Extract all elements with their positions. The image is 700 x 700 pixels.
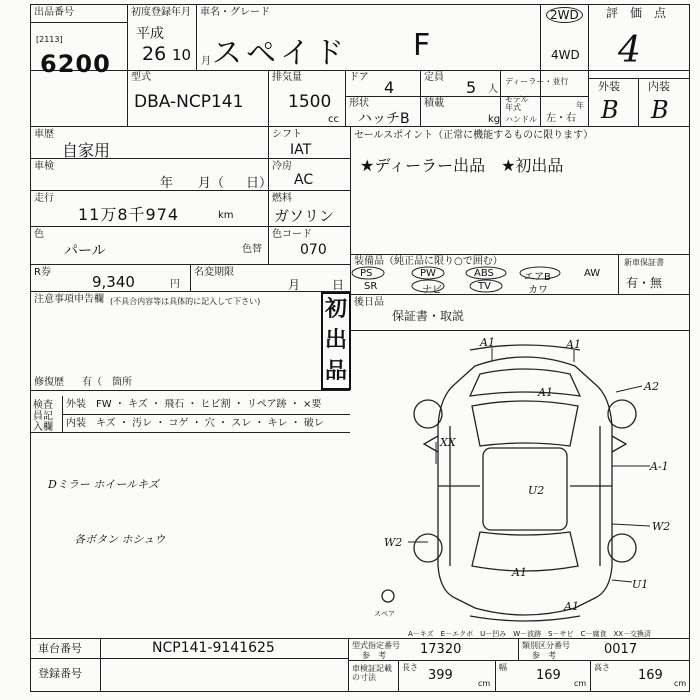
sales-point-label: セールスポイント（正常に機能するものに限ります） (354, 130, 594, 141)
mileage: 11万8千974 (78, 205, 180, 224)
usage-label: 車歴 (34, 129, 54, 140)
load-label: 積載 (424, 98, 444, 109)
exterior-label: 外装 (598, 80, 620, 93)
width-label: 幅 (499, 663, 507, 672)
diagram-mark: W2 (652, 520, 671, 533)
meikan-month: 月 (288, 278, 301, 292)
recycle-fee: 9,340 (92, 273, 135, 291)
repair-label: 修復歴 (34, 377, 64, 388)
height-unit: cm (674, 679, 687, 688)
type-designation: 17320 (420, 642, 462, 657)
height-label: 高さ (594, 663, 610, 672)
car-name: スペイド (212, 36, 348, 71)
equipment-item: SR (364, 281, 378, 292)
body-label: 形状 (349, 98, 369, 109)
color-label: 色 (34, 229, 44, 240)
doors-label: ドア (349, 72, 369, 83)
model-label: 型式 (131, 72, 151, 83)
reg-year: 26 (142, 43, 167, 65)
displacement-label: 排気量 (272, 72, 302, 83)
displacement: 1500 (288, 92, 332, 112)
inspection-label: 車検 (34, 161, 54, 172)
diagram-mark: XX (440, 436, 456, 449)
dealer-label: ディーラー・並行 (505, 77, 569, 86)
new-car-warranty-label: 新車保証書 (624, 258, 664, 267)
diagram-mark: A1 (538, 386, 553, 399)
exterior-grade: B (601, 96, 619, 124)
notes-sublabel: (不具合内容等は具体的に記入して下さい) (110, 297, 261, 306)
repair-value: 有（ 箇所 (82, 377, 132, 388)
equipment-item: エアB (524, 272, 551, 283)
lot-number: 6200 (40, 50, 111, 78)
diagram-mark: U1 (632, 578, 649, 591)
doors: 4 (384, 78, 395, 97)
load-unit: kg (488, 114, 501, 125)
color-code: 070 (300, 242, 327, 258)
car-name-label: 車名・グレード (200, 7, 270, 18)
mileage-label: 走行 (34, 193, 54, 204)
lot-label: 出品番号 (34, 7, 74, 18)
diagram-mark: A-1 (650, 460, 669, 473)
after-items-text: 保証書・取説 (392, 309, 465, 323)
category-ref: 参 考 (532, 651, 556, 660)
equipment-circles (350, 262, 580, 296)
spare-label: スペア (374, 610, 395, 618)
equipment-item: ABS (474, 268, 494, 279)
new-car-warranty-value: 有・無 (626, 276, 663, 290)
meikan-day: 日 (332, 278, 345, 292)
width-unit: cm (574, 679, 587, 688)
shift: IAT (290, 142, 312, 158)
diagram-mark: W2 (384, 536, 403, 549)
after-items-label: 後日品 (354, 297, 384, 308)
aircon-label: 冷房 (272, 161, 292, 172)
usage: 自家用 (62, 141, 111, 160)
length: 399 (428, 668, 453, 683)
capacity: 5 (466, 78, 477, 97)
damage-diagram (374, 336, 690, 626)
drive-4wd: 4WD (551, 48, 580, 62)
diagram-mark: A1 (566, 338, 581, 351)
diagram-mark: A1 (512, 566, 527, 579)
meikan-label: 名変期限 (194, 267, 234, 278)
handle-value: 左・右 (546, 113, 576, 124)
equipment-item: カワ (528, 285, 548, 296)
equipment-item: TV (478, 281, 491, 292)
inspector-exterior-word: 外装 (66, 399, 86, 410)
inspector-label: 検査員記入欄 (33, 400, 53, 433)
damage-legend: A－キズ E－エクボ U－凹み W－波跡 S－サビ C－腐食 XX－交換済 (408, 630, 652, 638)
color: パール (64, 243, 106, 259)
inspector-exterior-items: FW ・ キズ ・ 飛石 ・ ヒビ割 ・ リペア跡 ・ ×要 (96, 399, 322, 410)
inspection-day: 日） (246, 176, 273, 191)
recycle-label: R券 (34, 267, 51, 278)
handwritten-note-2: 各ボタン ホシュウ (74, 533, 166, 546)
era: 平成 (136, 26, 164, 42)
lot-sub: [2113] (36, 35, 63, 44)
type-designation-label: 型式指定番号 (352, 641, 400, 650)
inspection-month: 月（ (198, 176, 225, 191)
interior-grade: B (651, 96, 669, 124)
chassis-label: 車台番号 (38, 642, 82, 655)
reg-number-label: 登録番号 (38, 667, 82, 680)
height: 169 (638, 668, 663, 683)
width: 169 (536, 668, 561, 683)
body: ハッチB (358, 111, 410, 127)
sales-point-text: ★ディーラー出品 ★初出品 (360, 156, 564, 175)
grade: F (413, 28, 431, 63)
inspection-year: 年 (160, 176, 174, 191)
equipment-item: AW (584, 268, 601, 279)
type-designation-ref: 参 考 (362, 651, 386, 660)
first-listing-stamp: 初出品 (321, 292, 351, 390)
interior-label: 内装 (648, 80, 670, 93)
mileage-unit: km (218, 210, 234, 221)
shift-label: シフト (272, 129, 302, 140)
diagram-mark: A2 (644, 380, 659, 393)
inspector-interior-word: 内装 (66, 418, 86, 429)
equipment-item: PW (420, 268, 436, 279)
aircon: AC (294, 172, 314, 188)
dims-label: 車検証記載の寸法 (352, 664, 392, 682)
model-year-unit: 年 (576, 101, 584, 110)
chassis-number: NCP141-9141625 (152, 640, 275, 656)
diagram-mark: U2 (528, 484, 545, 497)
notes-label: 注意事項申告欄 (34, 294, 104, 305)
handwritten-note-1: Dミラー ホイールキズ (48, 478, 159, 491)
model-year-label: モデル年式 (505, 95, 529, 112)
score-label: 評 価 点 (606, 6, 667, 20)
first-reg-label: 初度登録年月 (131, 7, 191, 18)
color-code-label: 色コード (272, 229, 312, 240)
equipment-item: ナビ (422, 285, 442, 296)
category-number: 0017 (604, 642, 638, 657)
model: DBA-NCP141 (134, 92, 244, 112)
displacement-unit: cc (328, 114, 339, 125)
reg-month: 10 (172, 46, 192, 64)
drive-2wd: 2WD (546, 7, 583, 23)
score: 4 (618, 30, 641, 71)
category-label: 類別区分番号 (522, 641, 570, 650)
handle-label: ハンドル (505, 115, 537, 124)
inspector-interior-items: キズ ・ 汚レ ・ コゲ ・ 穴 ・ スレ ・ キレ ・ 破レ (96, 418, 324, 429)
recycle-unit: 円 (170, 279, 180, 290)
diagram-mark: A1 (564, 600, 579, 613)
capacity-unit: 人 (488, 84, 498, 95)
color-change-label: 色替 (242, 244, 262, 255)
fuel: ガソリン (274, 207, 335, 225)
diagram-mark: A1 (480, 336, 495, 349)
capacity-label: 定員 (424, 72, 444, 83)
equipment-item: PS (360, 268, 373, 279)
length-label: 長さ (402, 663, 418, 672)
month-unit: 月 (201, 56, 211, 67)
length-unit: cm (478, 679, 491, 688)
fuel-label: 燃料 (272, 193, 292, 204)
equipment-label: 装備品（純正品に限り○で囲む） (354, 256, 503, 267)
